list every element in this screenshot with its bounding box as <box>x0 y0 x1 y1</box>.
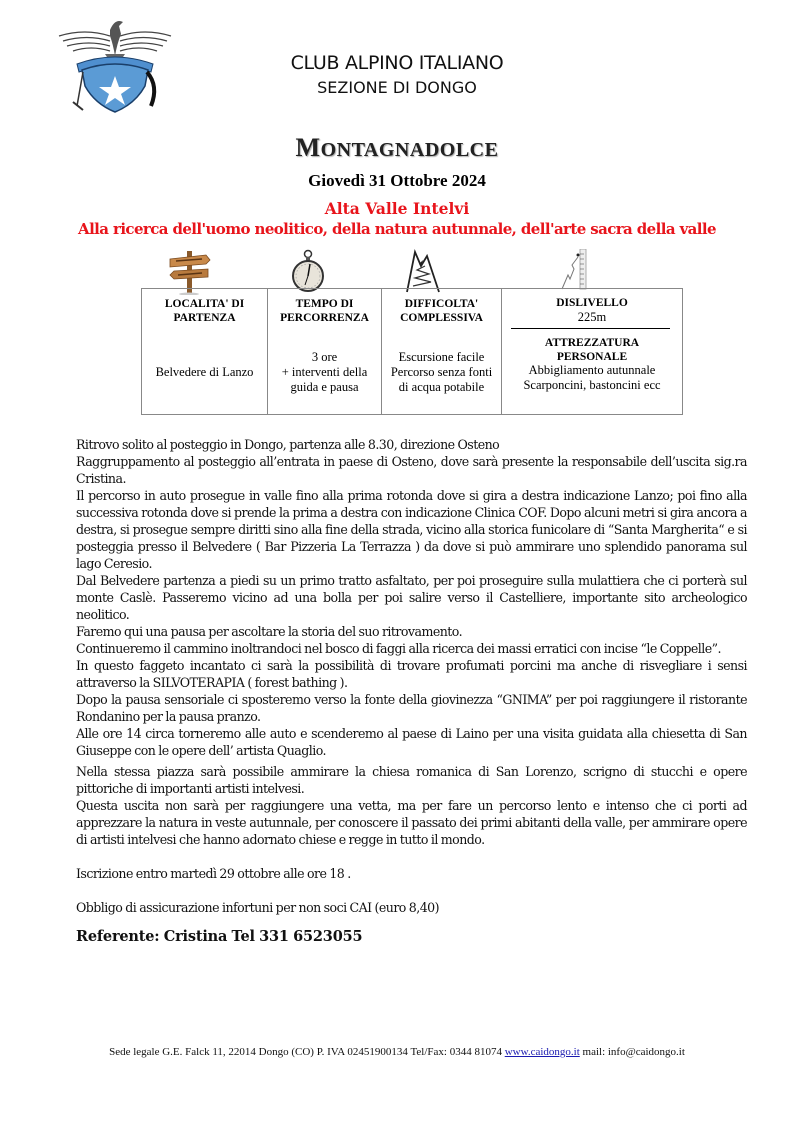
website-link[interactable]: www.caidongo.it <box>504 1046 580 1058</box>
col-header-line: PARTENZA <box>173 312 236 324</box>
paragraph: Faremo qui una pausa per ascoltare la storia del suo ritrovamento. <box>76 624 463 639</box>
insurance-note: Obbligo di assicurazione infortuni per non soci CAI (euro 8,40) <box>76 900 439 915</box>
col-value-line: 3 ore <box>311 350 338 364</box>
col-header <box>268 297 381 325</box>
equipment-header <box>502 336 682 364</box>
event-location: Alta Valle Intelvi <box>324 199 470 218</box>
elevation-value: 225m <box>577 310 607 324</box>
paragraph: Raggruppamento al posteggio all’entrata in paese di Osteno, dove sarà presente la responsabile dell’uscita sig.ra Cristina. <box>76 454 747 486</box>
registration-deadline: Iscrizione entro martedì 29 ottobre alle ore 18 . <box>76 866 351 881</box>
col-header-line: PERCORRENZA <box>280 312 369 324</box>
col-value-line: Belvedere di Lanzo <box>155 365 254 379</box>
footer <box>0 1046 794 1058</box>
col-value <box>142 365 267 380</box>
col-value-line: + interventi della <box>281 365 368 379</box>
table-col-duration <box>268 289 382 414</box>
table-col-departure <box>142 289 268 414</box>
event-date: Giovedì 31 Ottobre 2024 <box>308 171 486 190</box>
cai-logo <box>55 14 175 114</box>
divider <box>511 328 670 329</box>
col-header-line: DIFFICOLTA' <box>404 298 479 310</box>
paragraph: Ritrovo solito al posteggio in Dongo, partenza alle 8.30, direzione Osteno <box>76 437 500 452</box>
equipment-value <box>502 363 682 393</box>
equipment-header-line: ATTREZZATURA <box>544 337 640 349</box>
table-col-elevation-equipment <box>502 289 682 414</box>
contact-person: Referente: Cristina Tel 331 6523055 <box>76 928 363 945</box>
equipment-header-line: PERSONALE <box>556 351 628 363</box>
cai-eagle-shield-logo-icon <box>55 14 175 114</box>
info-table <box>141 288 683 415</box>
col-value <box>382 350 501 395</box>
paragraph: In questo faggeto incantato ci sarà la possibilità di trovare profumati porcini ma anche di risvegliare i sensi attraverso la SILVOTERAPIA ( forest bathing ). <box>76 658 747 690</box>
event-tagline: Alla ricerca dell'uomo neolitico, della natura autunnale, dell'arte sacra della valle <box>78 220 716 238</box>
paragraph: Alle ore 14 circa torneremo alle auto e scenderemo al paese di Laino per una visita guidata alla chiesetta di San Giuseppe con le opere dell’ artista Quaglio. <box>76 726 747 758</box>
col-header <box>382 297 501 325</box>
table-col-difficulty <box>382 289 502 414</box>
paragraph: Questa uscita non sarà per raggiungere una vetta, ma per fare un percorso lento e intenso che ci porti ad apprezzare la natura in veste autunnale, per conoscere il passato dei primi abitanti della valle, per ammirare opere di artisti intelvesi che hanno adornato chiese e regge in tutto il mondo. <box>76 798 747 847</box>
equipment-value-line: Abbigliamento autunnale <box>528 363 656 377</box>
paragraph: Il percorso in auto prosegue in valle fino alla prima rotonda dove si gira a destra indicazione Lanzo; poi fino alla successiva rotonda dove si prende la prima a destra con indicazione Clinica COF. Dopo alcuni metri si gira ancora a destra, si prosegue sempre diritti sino alla fine della strada, vicino alla storica funicolare di “Santa Margherita“ e si posteggia presso il Belvedere ( Bar Pizzeria La Terrazza ) da dove si può ammirare uno splendido panorama sul lago Ceresio. <box>76 488 747 571</box>
col-header-line: COMPLESSIVA <box>400 312 483 324</box>
col-header-line: LOCALITA' DI <box>164 298 245 310</box>
paragraph: Dopo la pausa sensoriale ci sposteremo verso la fonte della giovinezza “GNIMA” per poi raggiungere il ristorante Rondanino per la pausa pranzo. <box>76 692 747 724</box>
col-value-line: di acqua potabile <box>398 380 485 394</box>
event-title <box>0 133 794 163</box>
event-title-initial: M <box>295 133 321 162</box>
footer-email: mail: info@caidongo.it <box>582 1046 685 1058</box>
col-header: DISLIVELLO <box>556 297 628 309</box>
description <box>76 436 747 945</box>
paragraph: Nella stessa piazza sarà possibile ammirare la chiesa romanica di San Lorenzo, scrigno di stucchi e opere pittoriche di importanti artisti intelvesi. <box>76 764 747 796</box>
col-value-line: Percorso senza fonti <box>390 365 493 379</box>
paragraph: Continueremo il cammino inoltrandoci nel bosco di faggi alla ricerca dei massi erratici con incise “le Coppelle”. <box>76 641 722 656</box>
equipment-value-line: Scarponcini, bastoncini ecc <box>523 378 661 392</box>
org-name: CLUB ALPINO ITALIANO <box>290 52 504 74</box>
org-section: SEZIONE DI DONGO <box>317 78 477 97</box>
col-value <box>268 350 381 395</box>
col-value-line: guida e pausa <box>290 380 359 394</box>
col-header-line: TEMPO DI <box>295 298 354 310</box>
paragraph: Dal Belvedere partenza a piedi su un primo tratto asfaltato, per poi proseguire sulla mulattiera che ci porterà sul monte Caslè. Passeremo vicino ad una bolla per poi salire verso il Castelliere, importante sito archeologico neolitico. <box>76 573 747 622</box>
col-header <box>142 297 267 325</box>
footer-address: Sede legale G.E. Falck 11, 22014 Dongo (CO) P. IVA 02451900134 Tel/Fax: 0344 81074 <box>109 1046 505 1058</box>
event-title-rest: ONTAGNADOLCE <box>320 139 499 161</box>
col-value-line: Escursione facile <box>398 350 485 364</box>
